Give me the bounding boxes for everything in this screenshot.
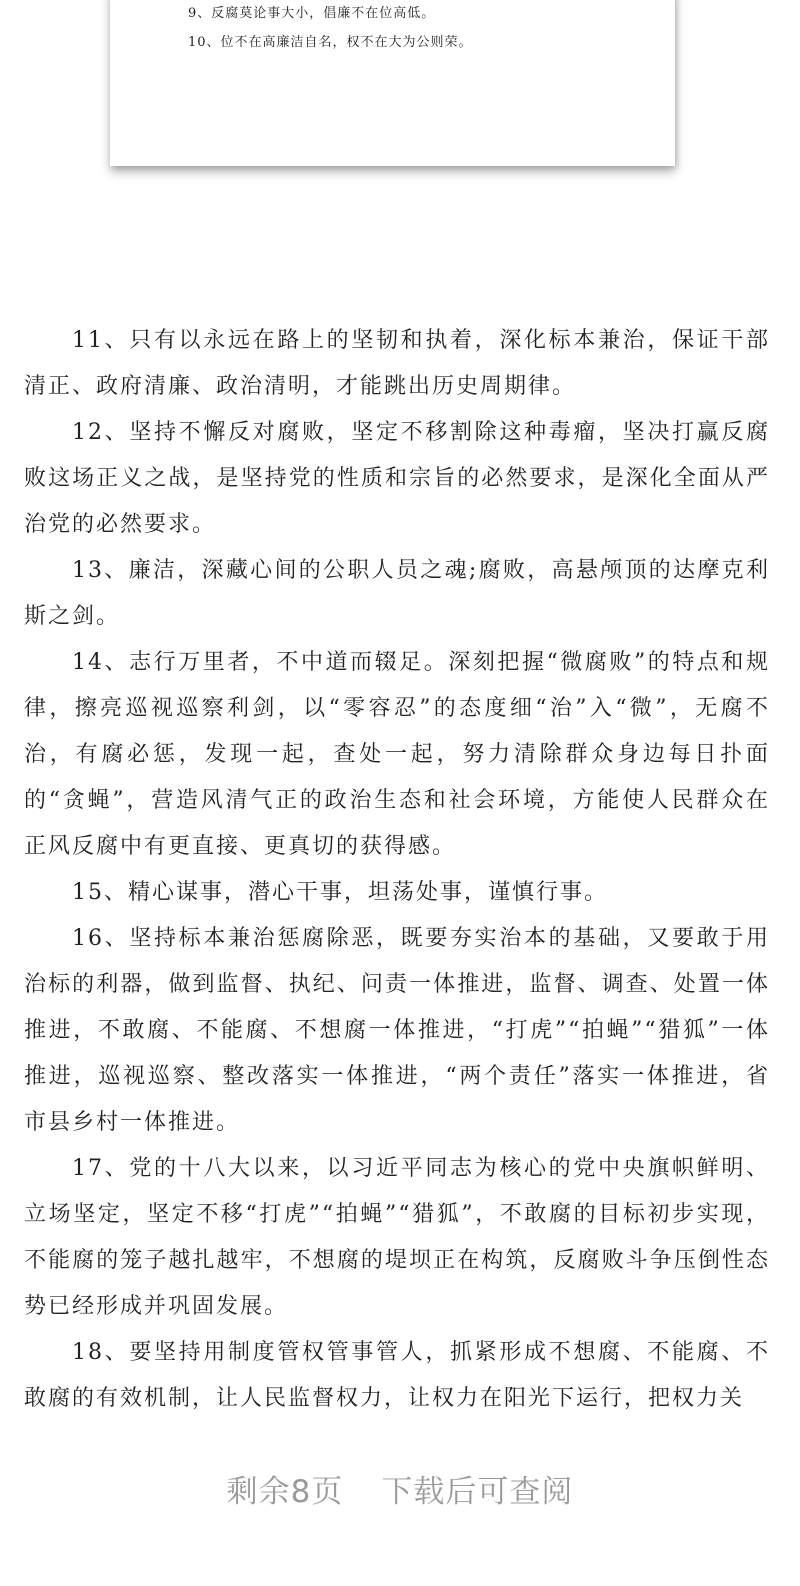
paragraph-12: 12、坚持不懈反对腐败，坚定不移割除这种毒瘤，坚决打赢反腐败这场正义之战，是坚持党的性质和宗旨的必然要求，是深化全面从严治党的必然要求。 [24,420,770,537]
paragraph-17: 17、党的十八大以来，以习近平同志为核心的党中央旗帜鲜明、立场坚定，坚定不移“打虎”“拍蝇”“猎狐”，不敢腐的目标初步实现，不能腐的笼子越扎越牢，不想腐的堤坝正在构筑，反腐败斗争压倒性态势已经形成并巩固发展。 [24,1156,770,1319]
remaining-pages-label: 剩余8页 [226,1474,344,1510]
preview-line-9: 9、反腐莫论事大小，倡廉不在位高低。 [188,6,436,21]
paragraph-13: 13、廉洁，深藏心间的公职人员之魂;腐败，高悬颅顶的达摩克利斯之剑。 [24,558,770,629]
download-to-view-label[interactable]: 下载后可查阅 [381,1474,574,1510]
preview-line-10: 10、位不在高廉洁自名，权不在大为公则荣。 [188,35,473,50]
document-body [24,318,770,1422]
previous-page-preview [110,0,675,166]
paragraph-16: 16、坚持标本兼治惩腐除恶，既要夯实治本的基础，又要敢于用治标的利器，做到监督、执纪、问责一体推进，监督、调查、处置一体推进，不敢腐、不能腐、不想腐一体推进，“打虎”“拍蝇”“猎狐”一体推进，巡视巡察、整改落实一体推进，“两个责任”落实一体推进，省市县乡村一体推进。 [24,926,770,1135]
paragraph-18: 18、要坚持用制度管权管事管人，抓紧形成不想腐、不能腐、不敢腐的有效机制，让人民监督权力，让权力在阳光下运行，把权力关 [24,1340,770,1411]
paragraph-14: 14、志行万里者，不中道而辍足。深刻把握“微腐败”的特点和规律，擦亮巡视巡察利剑，以“零容忍”的态度细“治”入“微”，无腐不治，有腐必惩，发现一起，查处一起，努力清除群众身边每日扑面的“贪蝇”，营造风清气正的政治生态和社会环境，方能使人民群众在正风反腐中有更直接、更真切的获得感。 [24,650,770,859]
download-prompt[interactable] [0,1466,800,1511]
paragraph-15: 15、精心谋事，潜心干事，坦荡处事，谨慎行事。 [72,880,608,905]
paragraph-11: 11、只有以永远在路上的坚韧和执着，深化标本兼治，保证干部清正、政府清廉、政治清明，才能跳出历史周期律。 [24,328,770,399]
